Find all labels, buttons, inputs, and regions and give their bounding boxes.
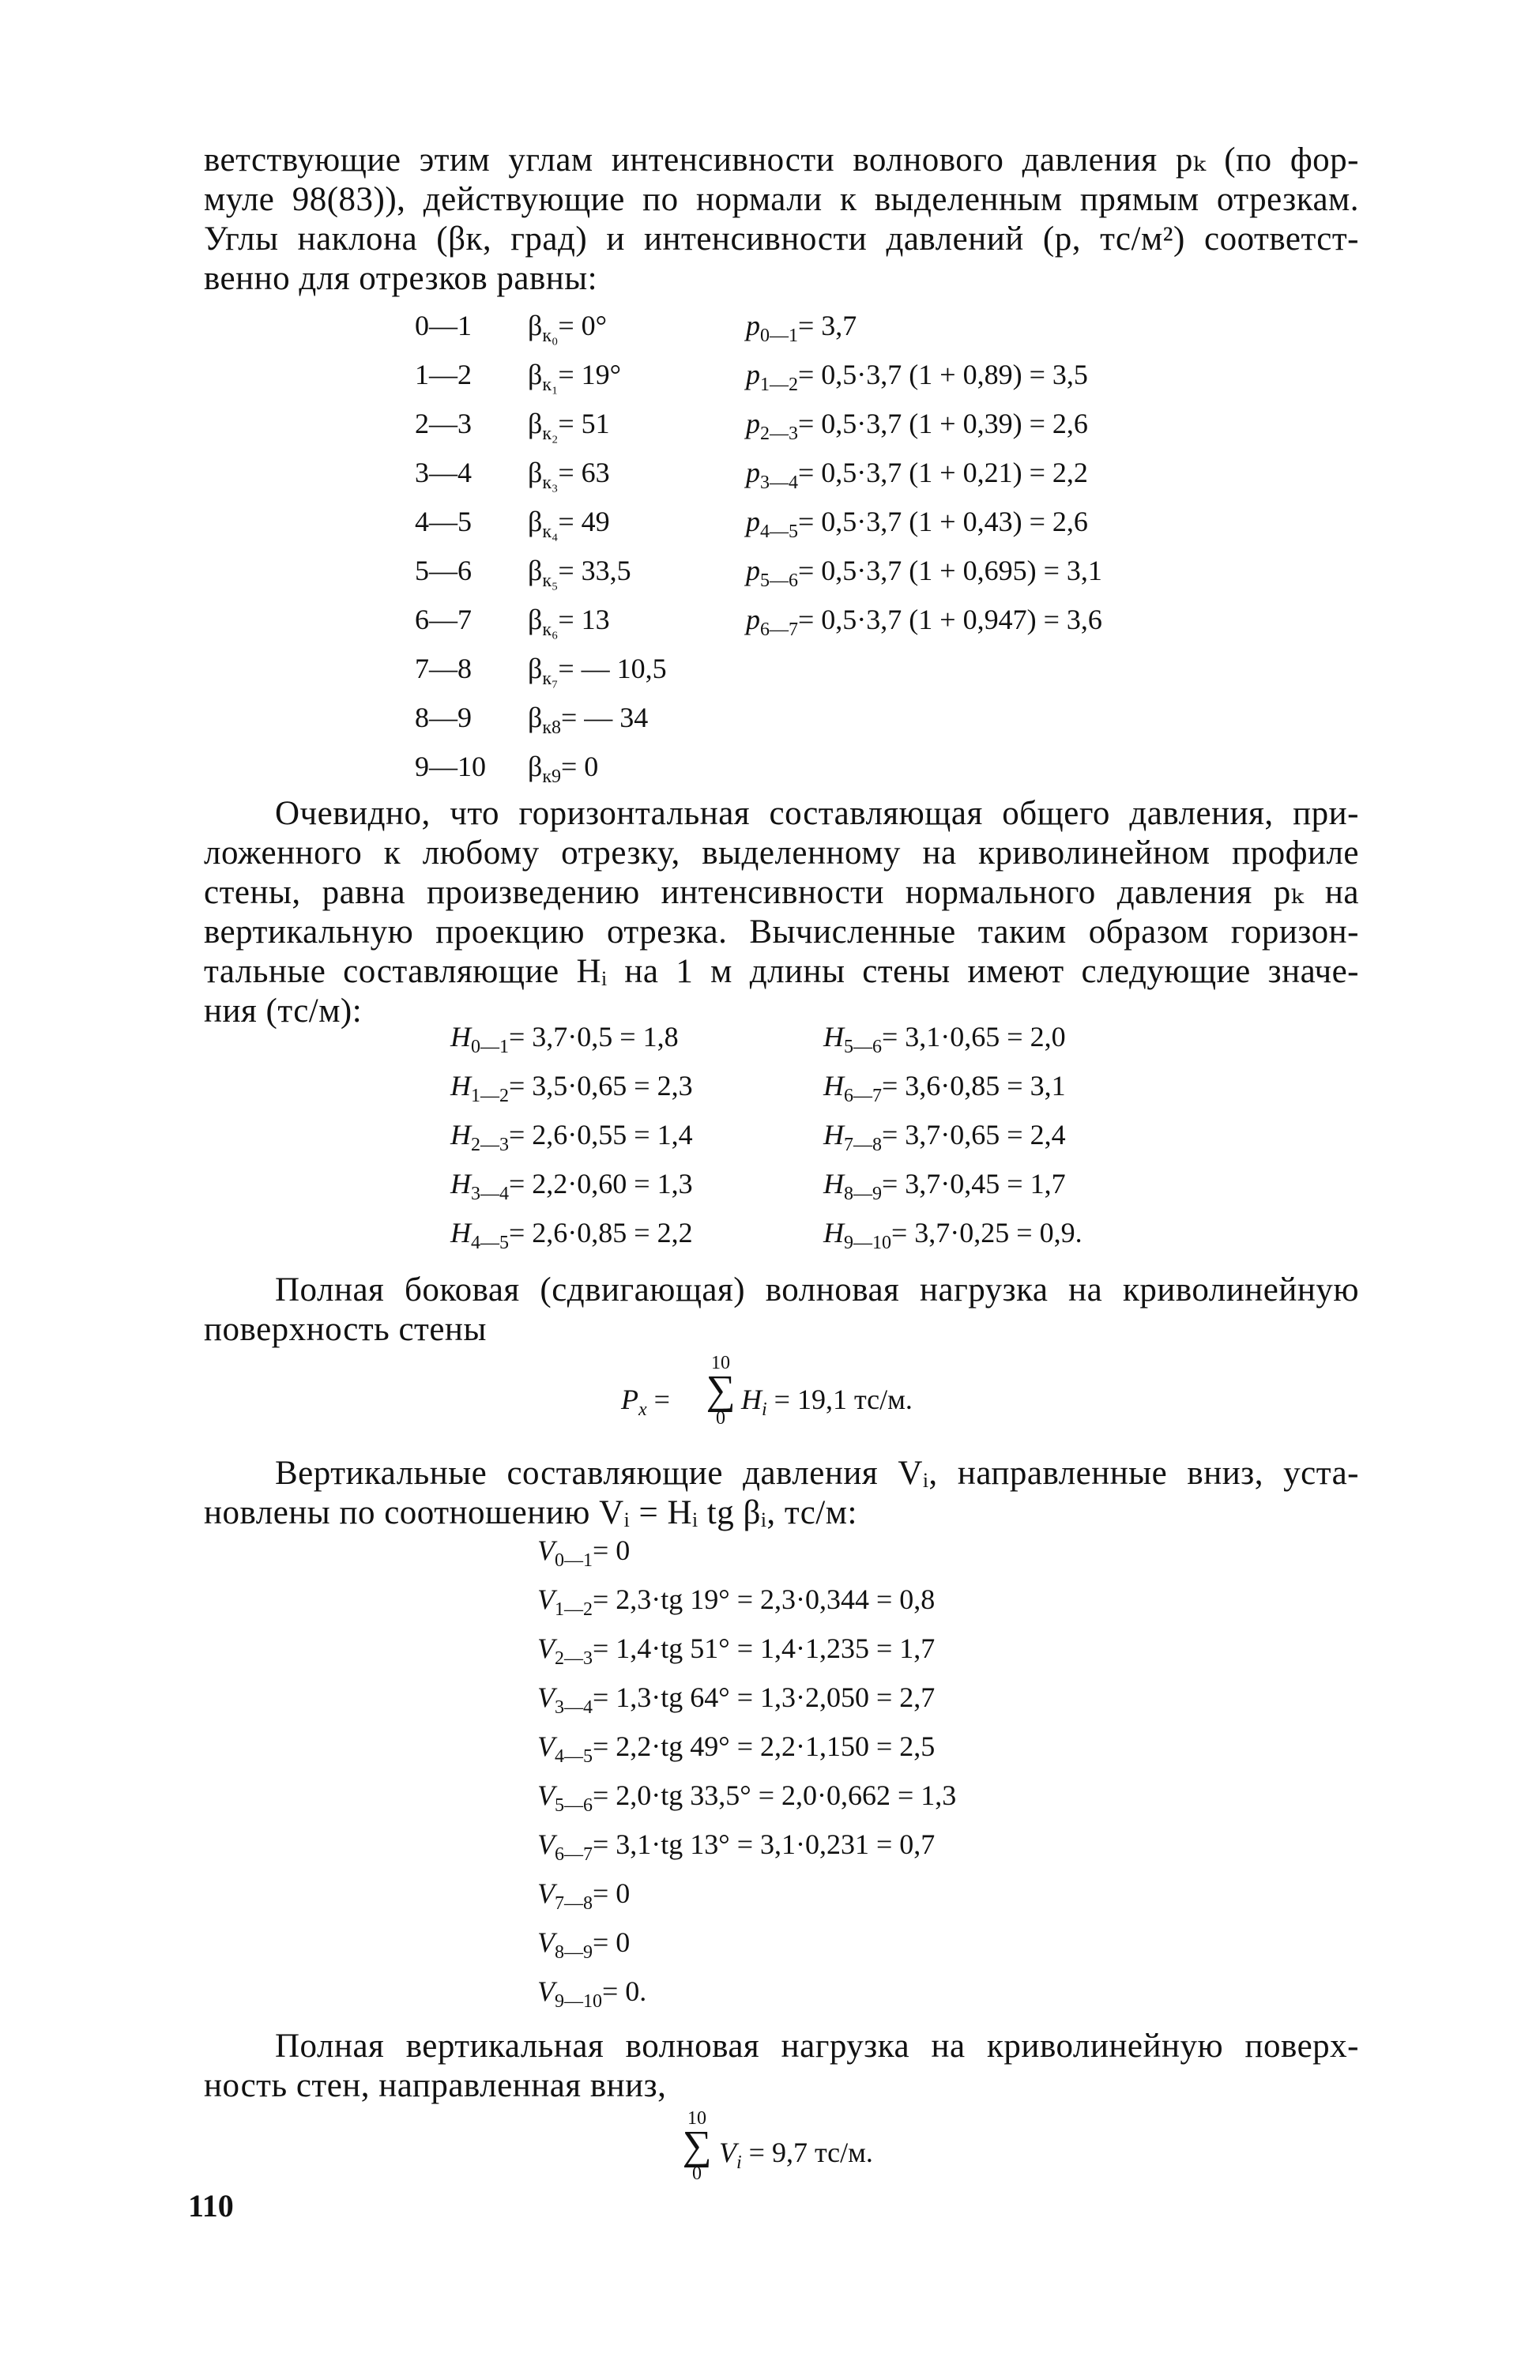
sum-lower-limit: 0: [716, 1408, 725, 1429]
v-expression: = 1,4·tg 51° = 1,4·1,235 = 1,7: [593, 1632, 936, 1664]
vertical-components-paragraph: [204, 1454, 1359, 1533]
v-subscript: 2—3: [555, 1648, 593, 1669]
text-line: поверхность стены: [204, 1311, 487, 1348]
h-expression: = 2,6·0,55 = 1,4: [509, 1119, 693, 1150]
p-expression: = 3,7: [798, 310, 857, 341]
h-subscript: 4—5: [471, 1233, 509, 1253]
v-value: [537, 1877, 631, 1914]
beta-subscript: к8: [542, 717, 561, 738]
beta-equals: = 0: [561, 751, 599, 782]
text-line: ложенного к любому отрезку, выделенному на криволинейном профиле: [204, 834, 1359, 872]
p-expression: = 0,5·3,7 (1 + 0,947) = 3,6: [798, 604, 1102, 635]
v-value: [537, 1926, 631, 1963]
beta-subscript: к₃: [542, 473, 559, 493]
v-expression: = 0: [593, 1877, 631, 1909]
text-line: вертикальную проекцию отрезка. Вычисленные таким образом горизон-: [204, 913, 1359, 951]
beta-symbol: β: [528, 359, 543, 390]
segment-label: 7—8: [415, 653, 472, 684]
formula-symbol: H: [741, 1384, 762, 1415]
h-symbol: H: [823, 1168, 844, 1199]
h-symbol: H: [823, 1070, 844, 1102]
sigma-icon: ∑: [682, 2123, 712, 2168]
formula-symbol: P: [621, 1384, 638, 1415]
beta-subscript: к₆: [542, 619, 559, 640]
segment-label: 4—5: [415, 506, 472, 537]
p-expression: = 0,5·3,7 (1 + 0,695) = 3,1: [798, 555, 1102, 586]
beta-value: [528, 359, 622, 395]
p-expression: = 0,5·3,7 (1 + 0,43) = 2,6: [798, 506, 1088, 537]
h-symbol: H: [450, 1168, 471, 1199]
formula-symbol: V: [719, 2137, 736, 2168]
text-line: муле 98(83)), действующие по нормали к выделенным прямым отрезкам.: [204, 181, 1359, 218]
beta-equals: = — 10,5: [558, 653, 667, 684]
h-value: [823, 1021, 1066, 1057]
v-value: [537, 1779, 957, 1816]
beta-subscript: к₅: [542, 571, 559, 591]
v-value: [537, 1535, 631, 1571]
p-expression: = 0,5·3,7 (1 + 0,21) = 2,2: [798, 457, 1088, 488]
p-subscript: 0—1: [760, 326, 798, 346]
v-expression: = 2,2·tg 49° = 2,2·1,150 = 2,5: [593, 1730, 936, 1762]
horizontal-components-paragraph: [204, 794, 1359, 1031]
beta-value: [528, 310, 608, 346]
p-subscript: 2—3: [760, 424, 798, 444]
text-line: новлены по соотношению Vᵢ = Hᵢ tg βᵢ, тс/м:: [204, 1494, 857, 1531]
p-value: [746, 506, 1088, 542]
segment-label: 8—9: [415, 702, 472, 733]
segment-label: 6—7: [415, 604, 472, 635]
beta-equals: = 0°: [558, 310, 608, 341]
text-line: Углы наклона (βк, град) и интенсивности давлений (p, тс/м²) соответст-: [204, 220, 1359, 258]
text-line: венно для отрезков равны:: [204, 260, 598, 297]
h-expression: = 2,6·0,85 = 2,2: [509, 1217, 693, 1248]
v-symbol: V: [537, 1828, 555, 1860]
h-subscript: 5—6: [844, 1037, 882, 1057]
p-subscript: 3—4: [760, 473, 798, 493]
v-value: [537, 1632, 936, 1669]
h-subscript: 8—9: [844, 1184, 882, 1204]
segment-label: 3—4: [415, 457, 472, 488]
v-subscript: 7—8: [555, 1893, 593, 1914]
sigma-icon: ∑: [706, 1368, 736, 1413]
beta-value: [528, 408, 610, 444]
h-symbol: H: [823, 1217, 844, 1248]
h-symbol: H: [823, 1021, 844, 1053]
p-value: [746, 604, 1102, 640]
h-subscript: 1—2: [471, 1086, 509, 1106]
v-subscript: 9—10: [555, 1991, 602, 2012]
p-subscript: 1—2: [760, 375, 798, 395]
p-value: [746, 408, 1088, 444]
text-line: стены, равна произведению интенсивности нормального давления pₖ на: [204, 874, 1359, 911]
beta-symbol: β: [528, 751, 543, 782]
h-value: [450, 1217, 693, 1253]
beta-symbol: β: [528, 506, 543, 537]
h-expression: = 3,7·0,5 = 1,8: [509, 1021, 679, 1053]
beta-subscript: к₁: [542, 375, 559, 395]
beta-subscript: к₇: [542, 668, 559, 689]
beta-value: [528, 702, 649, 738]
beta-symbol: β: [528, 702, 543, 733]
v-symbol: V: [537, 1535, 555, 1566]
beta-equals: = 51: [558, 408, 610, 439]
beta-value: [528, 506, 610, 542]
h-expression: = 3,7·0,45 = 1,7: [882, 1168, 1066, 1199]
p-subscript: 4—5: [760, 522, 798, 542]
h-symbol: H: [823, 1119, 844, 1150]
beta-value: [528, 555, 631, 591]
beta-value: [528, 653, 667, 689]
h-subscript: 2—3: [471, 1135, 509, 1155]
p-symbol: p: [746, 506, 760, 537]
formula-subscript: x: [638, 1399, 647, 1420]
beta-equals: = 13: [558, 604, 610, 635]
text-line: ность стен, направленная вниз,: [204, 2067, 667, 2104]
p-subscript: 5—6: [760, 571, 798, 591]
p-symbol: p: [746, 408, 760, 439]
v-expression: = 2,3·tg 19° = 2,3·0,344 = 0,8: [593, 1584, 936, 1615]
text-line: тальные составляющие Hᵢ на 1 м длины стены имеют следующие значе-: [204, 953, 1359, 990]
formula-subscript: i: [736, 2152, 742, 2173]
v-value: [537, 1975, 647, 2012]
h-value: [823, 1168, 1066, 1204]
h-expression: = 3,7·0,65 = 2,4: [882, 1119, 1066, 1150]
h-subscript: 0—1: [471, 1037, 509, 1057]
h-value: [823, 1070, 1066, 1106]
beta-equals: = 63: [558, 457, 610, 488]
text-line: Полная боковая (сдвигающая) волновая нагрузка на криволинейную: [275, 1271, 1359, 1309]
formula-result: = 19,1 тс/м.: [774, 1384, 913, 1415]
beta-equals: = 49: [558, 506, 610, 537]
h-value: [450, 1070, 693, 1106]
beta-subscript: к₄: [542, 522, 559, 542]
beta-subscript: к9: [542, 766, 561, 787]
v-value: [537, 1828, 936, 1865]
h-subscript: 3—4: [471, 1184, 509, 1204]
summation-sign: [681, 2108, 713, 2184]
p-expression: = 0,5·3,7 (1 + 0,39) = 2,6: [798, 408, 1088, 439]
intro-paragraph: [204, 141, 1359, 299]
vertical-load-paragraph: [204, 2027, 1359, 2106]
beta-equals: = 33,5: [558, 555, 631, 586]
h-expression: = 3,5·0,65 = 2,3: [509, 1070, 693, 1102]
h-value: [450, 1119, 693, 1155]
segment-label: 9—10: [415, 751, 486, 782]
segment-label: 5—6: [415, 555, 472, 586]
beta-equals: = — 34: [561, 702, 649, 733]
p-value: [746, 359, 1088, 395]
h-symbol: H: [450, 1119, 471, 1150]
h-value: [450, 1021, 679, 1057]
v-subscript: 3—4: [555, 1697, 593, 1718]
h-expression: = 3,6·0,85 = 3,1: [882, 1070, 1066, 1102]
v-symbol: V: [537, 1926, 555, 1958]
sum-upper-limit: 10: [711, 1353, 730, 1373]
v-subscript: 6—7: [555, 1844, 593, 1865]
h-subscript: 7—8: [844, 1135, 882, 1155]
equals-sign: =: [653, 1384, 670, 1415]
page-number: 110: [188, 2188, 234, 2224]
p-subscript: 6—7: [760, 619, 798, 640]
v-subscript: 4—5: [555, 1746, 593, 1767]
p-value: [746, 457, 1088, 493]
v-value: [537, 1681, 936, 1718]
v-symbol: V: [537, 1681, 555, 1713]
beta-symbol: β: [528, 310, 543, 341]
p-symbol: p: [746, 359, 760, 390]
h-symbol: H: [450, 1021, 471, 1053]
formula-subscript: i: [762, 1399, 767, 1420]
v-subscript: 1—2: [555, 1599, 593, 1620]
h-expression: = 2,2·0,60 = 1,3: [509, 1168, 693, 1199]
formula-result: = 9,7 тс/м.: [748, 2137, 873, 2168]
p-symbol: p: [746, 457, 760, 488]
h-symbol: H: [450, 1070, 471, 1102]
beta-equals: = 19°: [558, 359, 622, 390]
beta-value: [528, 457, 610, 493]
v-subscript: 8—9: [555, 1942, 593, 1963]
v-symbol: V: [537, 1877, 555, 1909]
beta-symbol: β: [528, 457, 543, 488]
segment-label: 2—3: [415, 408, 472, 439]
beta-symbol: β: [528, 408, 543, 439]
beta-symbol: β: [528, 653, 543, 684]
v-symbol: V: [537, 1584, 555, 1615]
v-value: [537, 1730, 936, 1767]
beta-symbol: β: [528, 555, 543, 586]
summation-sign: [705, 1353, 736, 1429]
beta-subscript: к₂: [542, 424, 559, 444]
text-line: ния (тс/м):: [204, 992, 363, 1030]
segment-label: 1—2: [415, 359, 472, 390]
sum-lower-limit: 0: [692, 2163, 702, 2184]
v-value: [537, 1584, 936, 1620]
segment-label: 0—1: [415, 310, 472, 341]
v-symbol: V: [537, 1975, 555, 2007]
beta-value: [528, 751, 599, 787]
v-expression: = 0: [593, 1926, 631, 1958]
v-expression: = 1,3·tg 64° = 1,3·2,050 = 2,7: [593, 1681, 936, 1713]
p-symbol: p: [746, 604, 760, 635]
h-value: [450, 1168, 693, 1204]
v-symbol: V: [537, 1632, 555, 1664]
beta-symbol: β: [528, 604, 543, 635]
h-subscript: 9—10: [844, 1233, 891, 1253]
p-symbol: p: [746, 555, 760, 586]
text-line: Вертикальные составляющие давления Vᵢ, направленные вниз, уста-: [275, 1455, 1359, 1492]
beta-value: [528, 604, 610, 640]
beta-subscript: к₀: [542, 326, 559, 346]
v-subscript: 0—1: [555, 1550, 593, 1571]
v-symbol: V: [537, 1779, 555, 1811]
h-value: [823, 1119, 1066, 1155]
v-symbol: V: [537, 1730, 555, 1762]
p-expression: = 0,5·3,7 (1 + 0,89) = 3,5: [798, 359, 1088, 390]
sum-upper-limit: 10: [687, 2108, 706, 2129]
p-value: [746, 555, 1102, 591]
text-line: Очевидно, что горизонтальная составляющая общего давления, при-: [275, 795, 1359, 832]
v-expression: = 0.: [602, 1975, 647, 2007]
lateral-load-paragraph: [204, 1271, 1359, 1350]
h-expression: = 3,1·0,65 = 2,0: [882, 1021, 1066, 1053]
text-line: Полная вертикальная волновая нагрузка на криволинейную поверх-: [275, 2028, 1359, 2065]
p-symbol: p: [746, 310, 760, 341]
v-expression: = 2,0·tg 33,5° = 2,0·0,662 = 1,3: [593, 1779, 957, 1811]
v-subscript: 5—6: [555, 1795, 593, 1816]
p-value: [746, 310, 857, 346]
v-expression: = 3,1·tg 13° = 3,1·0,231 = 0,7: [593, 1828, 936, 1860]
h-subscript: 6—7: [844, 1086, 882, 1106]
v-expression: = 0: [593, 1535, 631, 1566]
h-symbol: H: [450, 1217, 471, 1248]
text-line: ветствующие этим углам интенсивности волнового давления pₖ (по фор-: [204, 141, 1359, 179]
h-value: [823, 1217, 1083, 1253]
h-expression: = 3,7·0,25 = 0,9.: [891, 1217, 1083, 1248]
